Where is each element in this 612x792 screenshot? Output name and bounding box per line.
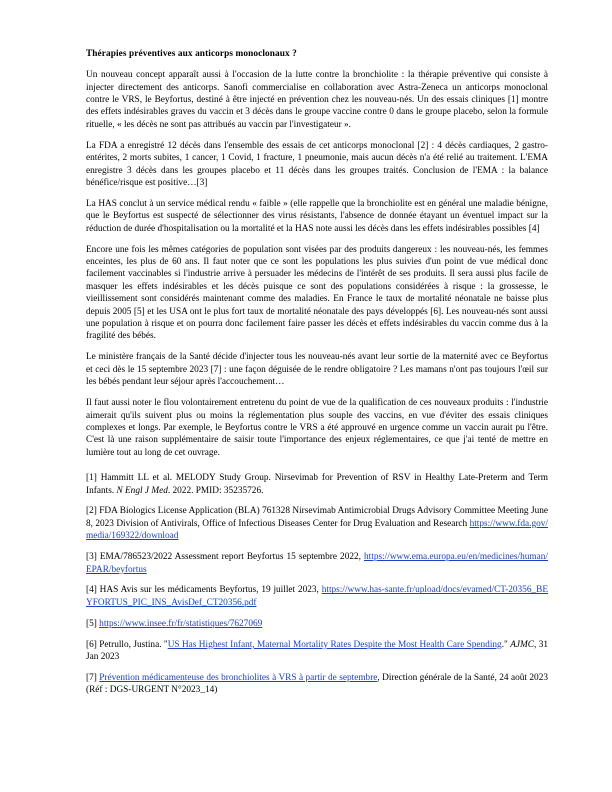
- paragraph: Il faut aussi noter le flou volontairement entretenu du point de vue de la qualification de ces nouveaux produits : l'industrie aimerait qu'ils suivent plus ou moins la réglementation plus souple des vaccins, en vue d'éviter des essais cliniques complexes et longs. Par exemple, le Beyfortus contre le VRS a été approuvé en urgence comme un vaccin aurait pu l'être. C'est là une raison supplémentaire de saisir toute l'importance des enjeux réglementaires, ce que j'ai tenté de mettre en lumière tout au long de cet ouvrage.: [86, 398, 548, 458]
- reference-text: [2] FDA Biologics License Application (BLA) 761328 Nirsevimab Antimicrobial Drugs Advisory Committee Meeting June 8, 2023 Division of Antivirals, Office of Infectious Diseases Center for Drug Evaluation and Research: [86, 506, 548, 529]
- reference-text: [5]: [86, 618, 100, 629]
- reference-link[interactable]: US Has Highest Infant, Maternal Mortality Rates Despite the Most Health Care Spending: [167, 639, 502, 650]
- paragraph: Le ministère français de la Santé décide d'injecter tous les nouveau-nés avant leur sortie de la maternité avec ce Beyfortus et ceci dès le 15 septembre 2023 [7] : une façon déguisée de le rendre obligatoire ? Les mamans n'ont pas toujours l'œil sur les bébés pendant leur séjour après l'accouchement…: [86, 352, 548, 388]
- reference-text: [3] EMA/786523/2022 Assessment report Beyfortus 15 septembre 2022,: [86, 552, 364, 563]
- paragraph: Encore une fois les mêmes catégories de population sont visées par des produits dangereux : les nouveau-nés, les femmes enceintes, les plus de 60 ans. Il faut noter que ce sont les populations les plus suivies d'un point de vue médical donc facilement vaccinables si l'industrie arrive à persuader les médecins de l'intérêt de ses produits. Il sera aussi plus facile de masquer les effets indésirables et les décès puisque ce sont des populations considérées à risque : la grossesse, le vieillissement sont considérés maintenant comme des maladies. En France le taux de mortalité néonatale ne baisse plus depuis 2005 [5] et les USA ont le plus fort taux de mortalité néonatale des pays développés [6]. Les nouveau-nés sont aussi une population à risque et on pourra donc facilement faire passer les décès et effets indésirables du vaccin comme dus à la fragilité des bébés.: [86, 244, 548, 342]
- reference-item: [86, 472, 548, 497]
- reference-item: [86, 584, 548, 609]
- reference-text: [1] Hammitt LL et al. MELODY Study Group. Nirsevimab for Prevention of RSV in Healthy Late-Preterm and Term Infants.: [86, 473, 548, 496]
- document-body: [86, 69, 548, 459]
- reference-journal: AJMC: [510, 639, 534, 650]
- page-title: Thérapies préventives aux anticorps monoclonaux ?: [86, 49, 297, 59]
- reference-journal: N Engl J Med: [116, 485, 168, 496]
- reference-item: [86, 639, 548, 664]
- paragraph: La HAS conclut à un service médical rendu « faible » (elle rappelle que la bronchiolite est en général une maladie bénigne, que le Beyfortus est suspecté de sélectionner des virus résistants, l'absence de donnée étayant un éventuel impact sur la réduction de durée d'hospitalisation ou la mortalité et la HAS note aussi les décès dans les effets indésirables possibles [4]: [86, 198, 548, 234]
- reference-item: [86, 551, 548, 576]
- reference-text: [7]: [86, 673, 100, 684]
- reference-link[interactable]: https://www.ema.europa.eu/en/medicines/human/EPAR/beyfortus: [86, 552, 548, 575]
- paragraph: Un nouveau concept apparaît aussi à l'occasion de la lutte contre la bronchiolite : la thérapie préventive qui consiste à injecter directement des anticorps. Sanofi commercialise en collaboration avec Astra-Zeneca un anticorps monoclonal contre le VRS, le Beyfortus, destiné à être injecté en prévention chez les nouveau-nés. Un des essais cliniques [1] montre des effets indésirables graves du vaccin et 3 décès dans le groupe vaccine contre 0 dans le groupe placebo, selon la formule rituelle, « les décès ne sont pas attribués au vaccin par l'investigateur ».: [86, 70, 548, 130]
- reference-item: [86, 618, 548, 630]
- paragraph: La FDA a enregistré 12 décès dans l'ensemble des essais de cet anticorps monoclonal [2] : 4 décès cardiaques, 2 gastro-entérites, 2 morts subites, 1 cancer, 1 Covid, 1 fracture, 1 pneumonie, mais aucun décès n'a été relié au traitement. L'EMA enregistre 3 décès dans les groupes placebo et 11 décès dans les groupes traités. Conclusion de l'EMA : la balance bénéfice/risque est positive…[3]: [86, 140, 548, 189]
- reference-item: [86, 505, 548, 542]
- reference-text: . 2022. PMID: 35235726.: [167, 485, 264, 496]
- reference-link[interactable]: https://www.insee.fr/fr/statistiques/7627069: [99, 618, 263, 629]
- reference-link[interactable]: https://www.fda.gov/media/169322/download: [86, 518, 548, 542]
- reference-text: [6] Petrullo, Justina. ": [86, 639, 168, 650]
- reference-link[interactable]: Prévention médicamenteuse des bronchiolites à VRS à partir de septembre: [99, 673, 378, 684]
- reference-link[interactable]: https://www.has-sante.fr/upload/docs/evamed/CT-20356_BEYFORTUS_PIC_INS_AvisDef_CT20356.pdf: [86, 585, 548, 608]
- reference-text: [4] HAS Avis sur les médicaments Beyfortus, 19 juillet 2023,: [86, 585, 322, 596]
- reference-text: , Direction générale de la Santé, 24 août 2023 (Réf : DGS-URGENT N°2023_14): [86, 673, 548, 696]
- reference-item: [86, 672, 548, 697]
- reference-text: , 31 Jan 2023: [86, 639, 548, 663]
- reference-text: .": [501, 639, 511, 650]
- references-list: [86, 472, 548, 697]
